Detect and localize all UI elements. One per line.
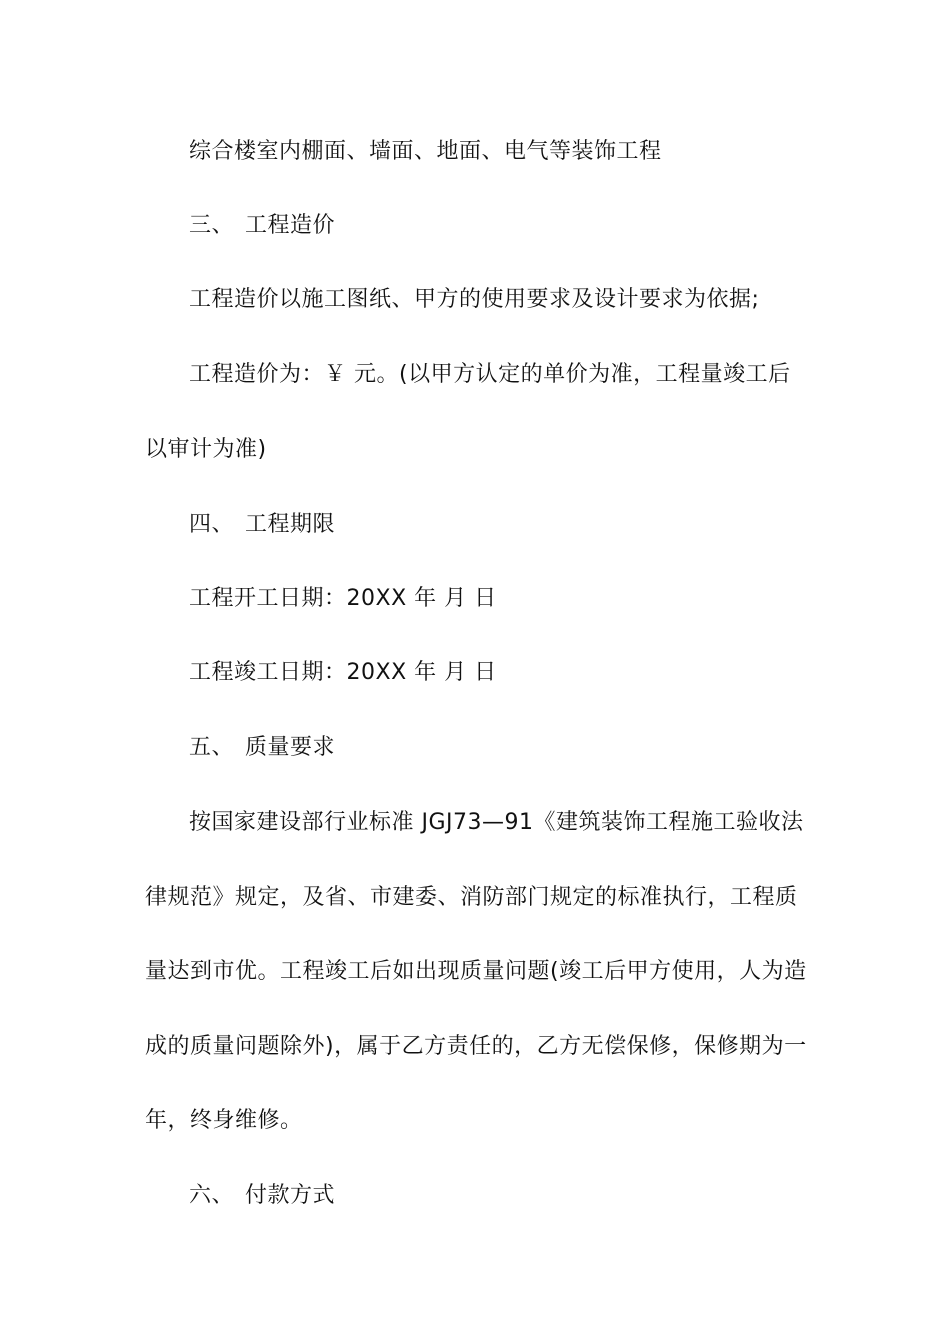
paragraph-scope: 综合楼室内棚面、墙面、地面、电气等装饰工程 [189, 139, 662, 164]
paragraph-quality-line-3: 量达到市优。工程竣工后如出现质量问题(竣工后甲方使用，人为造 [145, 959, 807, 984]
paragraph-quality-line-4: 成的质量问题除外)，属于乙方责任的，乙方无偿保修，保修期为一 [145, 1034, 807, 1059]
paragraph-start-date: 工程开工日期：20XX 年 月 日 [189, 586, 497, 611]
section-title: 工程造价 [245, 213, 336, 238]
section-heading-payment [189, 1181, 869, 1211]
section-heading-period [189, 510, 869, 540]
paragraph-quality-line-2: 律规范》规定，及省、市建委、消防部门规定的标准执行，工程质 [145, 885, 798, 910]
paragraph-cost-amount: 工程造价为：￥ 元。(以甲方认定的单价为准，工程量竣工后 [189, 362, 791, 387]
section-title: 付款方式 [245, 1183, 336, 1208]
paragraph-quality-line-1: 按国家建设部行业标准 JGJ73—91《建筑装饰工程施工验收法 [189, 810, 804, 835]
section-number: 五、 [189, 735, 235, 760]
section-title: 质量要求 [245, 735, 336, 760]
section-heading-quality [189, 733, 869, 763]
paragraph-cost-amount-cont: 以审计为准) [145, 437, 267, 462]
paragraph-completion-date: 工程竣工日期：20XX 年 月 日 [189, 660, 497, 685]
paragraph-quality-line-5: 年，终身维修。 [145, 1108, 303, 1133]
section-number: 四、 [189, 512, 235, 537]
section-title: 工程期限 [245, 512, 336, 537]
section-number: 三、 [189, 213, 235, 238]
paragraph-cost-basis: 工程造价以施工图纸、甲方的使用要求及设计要求为依据; [189, 287, 760, 312]
section-heading-cost [189, 211, 869, 241]
section-number: 六、 [189, 1183, 235, 1208]
